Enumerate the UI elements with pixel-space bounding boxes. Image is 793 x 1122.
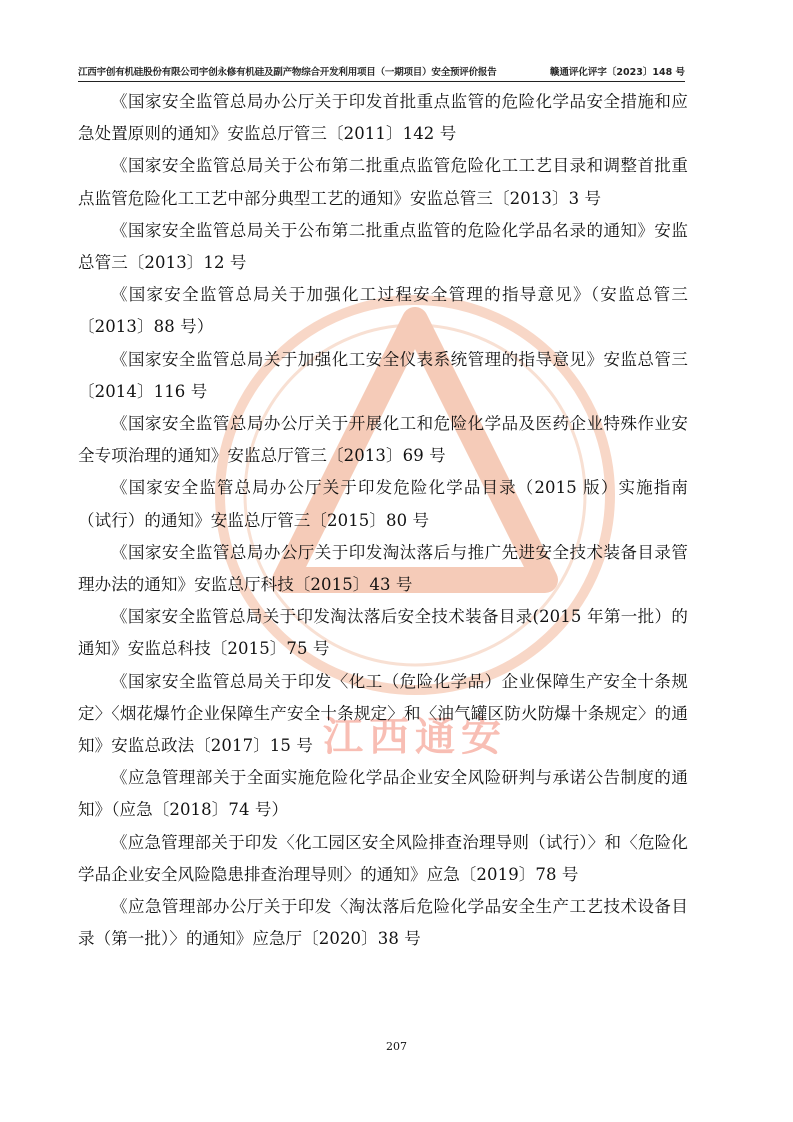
regulation-item: 《应急管理部关于全面实施危险化学品企业安全风险研判与承诺公告制度的通知》（应急〔2018〕74 号）: [78, 768, 688, 820]
regulation-item: 《国家安全监管总局关于印发〈化工（危险化学品）企业保障生产安全十条规定〉〈烟花爆竹企业保障生产安全十条规定〉和〈油气罐区防火防爆十条规定〉的通知》安监总政法〔2017〕15 号: [78, 671, 688, 756]
regulation-item: 《国家安全监管总局关于公布第二批重点监管危险化工工艺目录和调整首批重点监管危险化工工艺中部分典型工艺的通知》安监总管三〔2013〕3 号: [78, 156, 688, 208]
regulation-item: 《国家安全监管总局关于加强化工过程安全管理的指导意见》（安监总管三〔2013〕88 号）: [78, 285, 688, 337]
regulation-item: 《国家安全监管总局办公厅关于印发淘汰落后与推广先进安全技术装备目录管理办法的通知》安监总厅科技〔2015〕43 号: [78, 542, 688, 595]
regulation-item: 《国家安全监管总局办公厅关于印发首批重点监管的危险化学品安全措施和应急处置原则的通知》安监总厅管三〔2011〕142 号: [78, 92, 688, 144]
svg-text:江西通安: 江西通安: [323, 714, 507, 760]
header-report-number: 赣通评化评字〔2023〕148 号: [549, 67, 685, 78]
regulation-item: 《国家安全监管总局办公厅关于开展化工和危险化学品及医药企业特殊作业安全专项治理的通知》安监总厅管三〔2013〕69 号: [78, 414, 688, 466]
page-number: 207: [386, 1040, 407, 1053]
page-header: [78, 67, 685, 82]
regulation-item: 《国家安全监管总局关于加强化工安全仪表系统管理的指导意见》安监总管三〔2014〕116 号: [78, 349, 688, 401]
regulation-item: 《应急管理部办公厅关于印发〈淘汰落后危险化学品安全生产工艺技术设备目录（第一批）〉的通知》应急厅〔2020〕38 号: [78, 897, 688, 949]
regulation-item: 《国家安全监管总局关于公布第二批重点监管的危险化学品名录的通知》安监总管三〔2013〕12 号: [78, 220, 688, 273]
regulation-item: 《国家安全监管总局办公厅关于印发危险化学品目录（2015 版）实施指南（试行）的通知》安监总厅管三〔2015〕80 号: [78, 478, 688, 530]
regulation-item: 《应急管理部关于印发〈化工园区安全风险排查治理导则（试行）〉和〈危险化学品企业安全风险隐患排查治理导则〉的通知》应急〔2019〕78 号: [78, 832, 688, 884]
regulation-item: 《国家安全监管总局关于印发淘汰落后安全技术装备目录(2015 年第一批）的通知》安监总科技〔2015〕75 号: [78, 607, 688, 659]
header-report-title: 江西宇创有机硅股份有限公司宇创永修有机硅及副产物综合开发利用项目（一期项目）安全预评价报告: [78, 67, 497, 78]
regulation-list: [78, 86, 688, 955]
